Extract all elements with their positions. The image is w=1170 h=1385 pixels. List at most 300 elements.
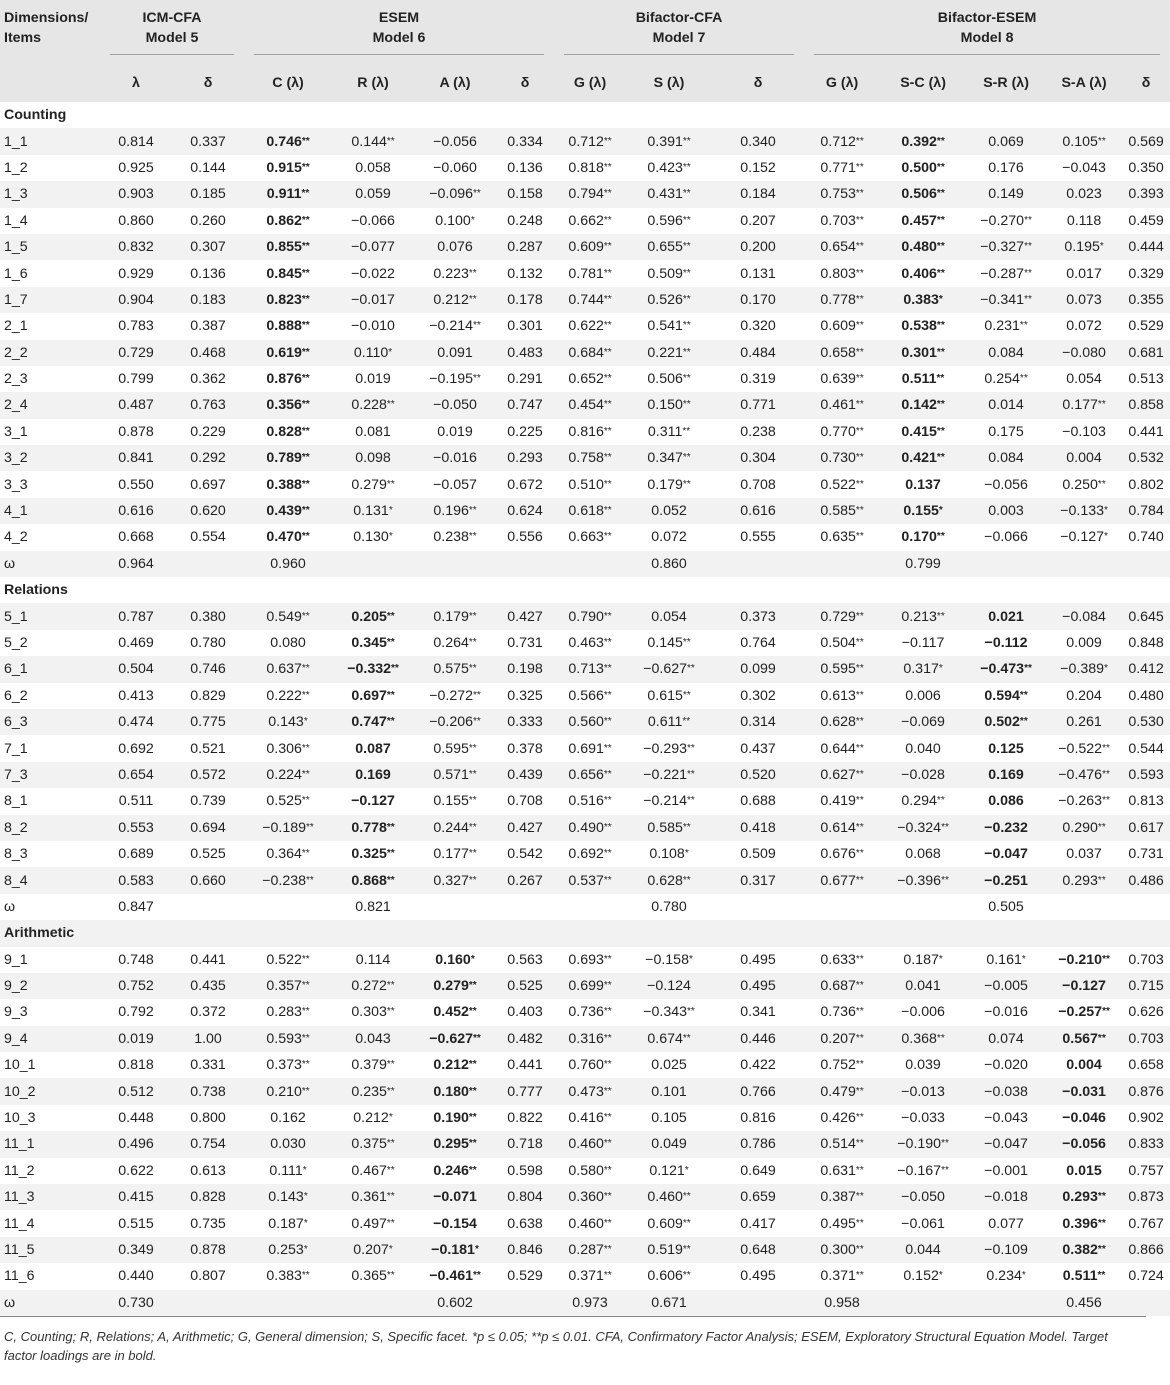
- header-subcolumn-row: [0, 64, 1170, 102]
- table-cell: 0.829: [172, 683, 244, 709]
- table-cell: −0.473**: [966, 656, 1046, 682]
- table-cell: −0.069: [880, 709, 966, 735]
- table-cell: 0.054: [626, 603, 712, 629]
- table-cell: 0.816**: [554, 419, 626, 445]
- table-cell: 0.566**: [554, 683, 626, 709]
- table-cell: 0.176: [966, 155, 1046, 181]
- table-cell: 0.375**: [332, 1131, 414, 1157]
- table-cell: 0.179**: [626, 471, 712, 497]
- table-cell: 0.482: [496, 1026, 554, 1052]
- table-cell: 0.234*: [966, 1263, 1046, 1289]
- table-cell: 0.177**: [1046, 392, 1122, 418]
- subheader-empty: [0, 64, 100, 102]
- omega-cell: [414, 551, 496, 577]
- table-cell: 0.383**: [244, 1263, 332, 1289]
- item-label: 6_2: [0, 683, 100, 709]
- table-cell: 0.130*: [332, 524, 414, 550]
- table-cell: 0.687**: [804, 973, 880, 999]
- table-cell: 0.569: [1122, 128, 1170, 154]
- table-footnote: C, Counting; R, Relations; A, Arithmetic; G, General dimension; S, Specific facet. *p ≤ 0.05; **p ≤ 0.01. CFA, Confirmatory Factor Analysis; ESEM, Exploratory Structural Equation Model. Target factor loadings are in bold.: [0, 1316, 1146, 1365]
- omega-cell: [880, 1290, 966, 1316]
- table-cell: 0.293**: [1046, 867, 1122, 893]
- table-cell: −0.324**: [880, 815, 966, 841]
- table-cell: −0.210**: [1046, 947, 1122, 973]
- table-cell: 0.611**: [626, 709, 712, 735]
- table-cell: 0.365**: [332, 1263, 414, 1289]
- table-row: [0, 340, 1170, 366]
- table-cell: 0.787: [100, 603, 172, 629]
- table-cell: 0.231**: [966, 313, 1046, 339]
- table-cell: −0.206**: [414, 709, 496, 735]
- table-row: [0, 999, 1170, 1025]
- table-cell: −0.033: [880, 1105, 966, 1131]
- table-cell: 0.143*: [244, 1184, 332, 1210]
- table-cell: 0.190**: [414, 1105, 496, 1131]
- table-cell: 0.841: [100, 445, 172, 471]
- table-cell: 0.076: [414, 234, 496, 260]
- omega-cell: 0.780: [626, 894, 712, 920]
- table-cell: 0.196**: [414, 498, 496, 524]
- section-row: [0, 920, 1170, 946]
- table-cell: 0.195*: [1046, 234, 1122, 260]
- table-cell: 0.502**: [966, 709, 1046, 735]
- table-cell: 0.619**: [244, 340, 332, 366]
- table-cell: 0.283**: [244, 999, 332, 1025]
- table-cell: −0.080: [1046, 340, 1122, 366]
- table-cell: 0.069: [966, 128, 1046, 154]
- item-label: 6_1: [0, 656, 100, 682]
- table-cell: 0.868**: [332, 867, 414, 893]
- table-cell: 0.771**: [804, 155, 880, 181]
- table-cell: 0.654**: [804, 234, 880, 260]
- table-cell: 0.572: [172, 762, 244, 788]
- table-cell: 0.132: [496, 260, 554, 286]
- table-cell: 0.752**: [804, 1052, 880, 1078]
- table-cell: −0.038: [966, 1078, 1046, 1104]
- table-row: [0, 524, 1170, 550]
- table-cell: 0.170: [712, 287, 804, 313]
- table-cell: 0.356**: [244, 392, 332, 418]
- table-cell: 0.649: [712, 1158, 804, 1184]
- table-cell: −0.190**: [880, 1131, 966, 1157]
- table-cell: 0.823**: [244, 287, 332, 313]
- table-cell: 0.392**: [880, 128, 966, 154]
- table-cell: −0.066: [332, 208, 414, 234]
- table-cell: 0.006: [880, 683, 966, 709]
- subheader: δ: [496, 64, 554, 102]
- item-label: 11_2: [0, 1158, 100, 1184]
- table-cell: 0.639**: [804, 366, 880, 392]
- table-cell: 0.862**: [244, 208, 332, 234]
- table-cell: 0.155*: [880, 498, 966, 524]
- table-cell: 0.300**: [804, 1237, 880, 1263]
- omega-cell: [554, 551, 626, 577]
- table-cell: 0.463**: [554, 630, 626, 656]
- table-cell: 0.030: [244, 1131, 332, 1157]
- subheader: λ: [100, 64, 172, 102]
- table-cell: 0.264**: [414, 630, 496, 656]
- table-cell: 0.738: [172, 1078, 244, 1104]
- table-cell: 0.620: [172, 498, 244, 524]
- omega-cell: [496, 894, 554, 920]
- table-row: [0, 419, 1170, 445]
- table-cell: 0.373**: [244, 1052, 332, 1078]
- item-label: 2_2: [0, 340, 100, 366]
- table-cell: 0.747: [496, 392, 554, 418]
- table-cell: 0.585**: [626, 815, 712, 841]
- table-cell: −0.017: [332, 287, 414, 313]
- table-cell: 0.855**: [244, 234, 332, 260]
- item-label: 2_3: [0, 366, 100, 392]
- table-cell: 0.357**: [244, 973, 332, 999]
- table-cell: 0.616: [100, 498, 172, 524]
- table-cell: 0.613: [172, 1158, 244, 1184]
- table-cell: 0.017: [1046, 260, 1122, 286]
- table-cell: 0.301**: [880, 340, 966, 366]
- table-cell: 0.652**: [554, 366, 626, 392]
- table-cell: 0.207*: [332, 1237, 414, 1263]
- table-cell: 0.541**: [626, 313, 712, 339]
- table-cell: 0.777: [496, 1078, 554, 1104]
- table-cell: 0.655**: [626, 234, 712, 260]
- subheader: S-A (λ): [1046, 64, 1122, 102]
- table-cell: −0.109: [966, 1237, 1046, 1263]
- table-cell: 0.279**: [332, 471, 414, 497]
- table-cell: 0.622: [100, 1158, 172, 1184]
- table-cell: −0.251: [966, 867, 1046, 893]
- table-cell: 0.529: [496, 1263, 554, 1289]
- table-cell: 0.731: [496, 630, 554, 656]
- table-cell: 0.204: [1046, 683, 1122, 709]
- table-cell: 0.713**: [554, 656, 626, 682]
- table-cell: −0.389*: [1046, 656, 1122, 682]
- table-cell: 0.703**: [804, 208, 880, 234]
- table-cell: 0.317*: [880, 656, 966, 682]
- table-cell: 0.059: [332, 181, 414, 207]
- table-row: [0, 234, 1170, 260]
- table-cell: 0.091: [414, 340, 496, 366]
- table-cell: 0.703: [1122, 1026, 1170, 1052]
- table-cell: 0.911**: [244, 181, 332, 207]
- table-cell: 0.334: [496, 128, 554, 154]
- table-cell: −0.127*: [1046, 524, 1122, 550]
- item-label: 9_1: [0, 947, 100, 973]
- table-cell: 0.023: [1046, 181, 1122, 207]
- table-cell: 0.184: [712, 181, 804, 207]
- table-cell: 0.747**: [332, 709, 414, 735]
- table-cell: 0.783: [100, 313, 172, 339]
- omega-cell: [496, 551, 554, 577]
- table-cell: 0.585**: [804, 498, 880, 524]
- table-cell: 0.327**: [414, 867, 496, 893]
- table-cell: 0.302: [712, 683, 804, 709]
- item-label: 6_3: [0, 709, 100, 735]
- table-cell: 0.624: [496, 498, 554, 524]
- table-cell: 0.553: [100, 815, 172, 841]
- omega-cell: 0.860: [626, 551, 712, 577]
- table-cell: 0.340: [712, 128, 804, 154]
- table-cell: 0.878: [172, 1237, 244, 1263]
- table-cell: 0.337: [172, 128, 244, 154]
- table-cell: 0.504: [100, 656, 172, 682]
- table-cell: 0.511: [100, 788, 172, 814]
- omega-cell: 0.958: [804, 1290, 880, 1316]
- table-cell: 0.514**: [804, 1131, 880, 1157]
- omega-cell: [172, 894, 244, 920]
- table-cell: 0.487: [100, 392, 172, 418]
- table-cell: 0.235**: [332, 1078, 414, 1104]
- table-cell: −0.238**: [244, 867, 332, 893]
- table-cell: −0.293**: [626, 735, 712, 761]
- table-cell: 0.691**: [554, 735, 626, 761]
- table-cell: 0.506**: [880, 181, 966, 207]
- table-cell: 0.427: [496, 815, 554, 841]
- table-cell: 0.752: [100, 973, 172, 999]
- table-cell: 0.118: [1046, 208, 1122, 234]
- table-cell: −0.189**: [244, 815, 332, 841]
- table-cell: 0.729: [100, 340, 172, 366]
- item-label: 10_3: [0, 1105, 100, 1131]
- table-cell: 0.799: [100, 366, 172, 392]
- table-cell: 0.025: [626, 1052, 712, 1078]
- table-cell: 0.355: [1122, 287, 1170, 313]
- table-cell: 0.628**: [626, 867, 712, 893]
- table-cell: 0.554: [172, 524, 244, 550]
- table-cell: 0.778**: [804, 287, 880, 313]
- table-cell: 0.658: [1122, 1052, 1170, 1078]
- table-cell: 0.712**: [804, 128, 880, 154]
- item-label: 8_1: [0, 788, 100, 814]
- table-cell: 0.383*: [880, 287, 966, 313]
- table-cell: 0.560**: [554, 709, 626, 735]
- table-row: [0, 1105, 1170, 1131]
- table-cell: 0.676**: [804, 841, 880, 867]
- table-cell: −0.031: [1046, 1078, 1122, 1104]
- table-cell: 0.446: [712, 1026, 804, 1052]
- table-cell: 0.571**: [414, 762, 496, 788]
- table-cell: 0.368**: [880, 1026, 966, 1052]
- omega-cell: 0.960: [244, 551, 332, 577]
- table-row: [0, 683, 1170, 709]
- omega-label: ω: [0, 1290, 100, 1316]
- table-cell: 0.158: [496, 181, 554, 207]
- table-cell: 0.149: [966, 181, 1046, 207]
- table-cell: 0.500**: [880, 155, 966, 181]
- table-cell: 0.364**: [244, 841, 332, 867]
- table-cell: 0.260: [172, 208, 244, 234]
- table-cell: 0.803**: [804, 260, 880, 286]
- table-cell: −0.077: [332, 234, 414, 260]
- table-cell: 0.440: [100, 1263, 172, 1289]
- omega-row: [0, 1290, 1170, 1316]
- item-label: 3_2: [0, 445, 100, 471]
- omega-row: [0, 551, 1170, 577]
- table-cell: 0.740: [1122, 524, 1170, 550]
- table-cell: 0.521: [172, 735, 244, 761]
- table-cell: 0.593: [1122, 762, 1170, 788]
- table-cell: 0.396**: [1046, 1210, 1122, 1236]
- omega-cell: 0.973: [554, 1290, 626, 1316]
- omega-cell: [966, 1290, 1046, 1316]
- table-row: [0, 603, 1170, 629]
- table-cell: 0.125: [966, 735, 1046, 761]
- table-cell: 0.479**: [804, 1078, 880, 1104]
- table-cell: −0.103: [1046, 419, 1122, 445]
- table-cell: −0.127: [332, 788, 414, 814]
- table-cell: 0.778**: [332, 815, 414, 841]
- table-cell: 0.594**: [966, 683, 1046, 709]
- table-cell: 0.015: [1046, 1158, 1122, 1184]
- item-label: 2_4: [0, 392, 100, 418]
- table-cell: 0.441: [172, 947, 244, 973]
- table-row: [0, 788, 1170, 814]
- table-row: [0, 392, 1170, 418]
- subheader: C (λ): [244, 64, 332, 102]
- table-cell: −0.343**: [626, 999, 712, 1025]
- table-cell: 0.175: [966, 419, 1046, 445]
- table-cell: 0.403: [496, 999, 554, 1025]
- table-cell: 0.563: [496, 947, 554, 973]
- table-cell: 0.003: [966, 498, 1046, 524]
- table-cell: −0.047: [966, 841, 1046, 867]
- table-cell: −0.010: [332, 313, 414, 339]
- table-cell: 0.349: [100, 1237, 172, 1263]
- table-cell: 0.304: [712, 445, 804, 471]
- table-cell: 0.293: [496, 445, 554, 471]
- table-cell: 0.360**: [554, 1184, 626, 1210]
- table-cell: 0.903: [100, 181, 172, 207]
- table-cell: 0.757: [1122, 1158, 1170, 1184]
- table-cell: 0.794**: [554, 181, 626, 207]
- table-cell: 0.615**: [626, 683, 712, 709]
- table-cell: 0.098: [332, 445, 414, 471]
- table-cell: −0.046: [1046, 1105, 1122, 1131]
- table-cell: 0.177**: [414, 841, 496, 867]
- table-cell: 0.460**: [626, 1184, 712, 1210]
- table-cell: 0.287**: [554, 1237, 626, 1263]
- table-cell: 0.254**: [966, 366, 1046, 392]
- omega-cell: [966, 551, 1046, 577]
- subheader: R (λ): [332, 64, 414, 102]
- table-cell: 0.212**: [414, 287, 496, 313]
- table-cell: 0.513: [1122, 366, 1170, 392]
- table-cell: −0.028: [880, 762, 966, 788]
- table-cell: 0.684**: [554, 340, 626, 366]
- table-cell: −0.022: [332, 260, 414, 286]
- table-cell: 0.538**: [880, 313, 966, 339]
- table-cell: −0.214**: [414, 313, 496, 339]
- table-cell: 0.437: [712, 735, 804, 761]
- table-cell: 0.136: [496, 155, 554, 181]
- table-row: [0, 260, 1170, 286]
- table-cell: −0.018: [966, 1184, 1046, 1210]
- table-cell: −0.232: [966, 815, 1046, 841]
- table-cell: 0.417: [712, 1210, 804, 1236]
- table-cell: 0.152: [712, 155, 804, 181]
- table-cell: 0.662**: [554, 208, 626, 234]
- table-cell: 0.111*: [244, 1158, 332, 1184]
- table-cell: 0.467**: [332, 1158, 414, 1184]
- table-cell: 0.058: [332, 155, 414, 181]
- item-label: 2_1: [0, 313, 100, 339]
- table-cell: −0.627**: [626, 656, 712, 682]
- subheader: G (λ): [804, 64, 880, 102]
- table-cell: 0.238**: [414, 524, 496, 550]
- subheader: A (λ): [414, 64, 496, 102]
- table-row: [0, 867, 1170, 893]
- table-cell: 0.362: [172, 366, 244, 392]
- table-cell: 0.303**: [332, 999, 414, 1025]
- table-cell: 0.413: [100, 683, 172, 709]
- table-cell: 0.609**: [804, 313, 880, 339]
- table-cell: −0.043: [1046, 155, 1122, 181]
- table-row: [0, 973, 1170, 999]
- table-cell: 0.253*: [244, 1237, 332, 1263]
- table-cell: 0.668: [100, 524, 172, 550]
- table-cell: 0.387**: [804, 1184, 880, 1210]
- table-cell: 0.598: [496, 1158, 554, 1184]
- table-cell: 0.155**: [414, 788, 496, 814]
- table-row: [0, 947, 1170, 973]
- table-cell: 0.004: [1046, 1052, 1122, 1078]
- table-cell: 0.480**: [880, 234, 966, 260]
- group-header-bifactor-esem: Bifactor-ESEM Model 8: [804, 0, 1170, 64]
- table-cell: −0.327**: [966, 234, 1046, 260]
- table-cell: 0.506**: [626, 366, 712, 392]
- table-cell: 0.229: [172, 419, 244, 445]
- table-cell: −0.043: [966, 1105, 1046, 1131]
- table-cell: 0.525**: [244, 788, 332, 814]
- table-cell: 0.329: [1122, 260, 1170, 286]
- table-cell: 0.419**: [804, 788, 880, 814]
- omega-cell: [880, 894, 966, 920]
- table-cell: 0.142**: [880, 392, 966, 418]
- table-cell: 0.627**: [804, 762, 880, 788]
- table-cell: 0.504**: [804, 630, 880, 656]
- table-row: [0, 313, 1170, 339]
- table-row: [0, 1078, 1170, 1104]
- omega-cell: [804, 551, 880, 577]
- omega-cell: [496, 1290, 554, 1316]
- table-cell: 0.470**: [244, 524, 332, 550]
- table-cell: 0.077: [966, 1210, 1046, 1236]
- table-cell: 0.279**: [414, 973, 496, 999]
- table-cell: −0.013: [880, 1078, 966, 1104]
- omega-cell: [1122, 551, 1170, 577]
- item-label: 4_1: [0, 498, 100, 524]
- table-cell: 0.846: [496, 1237, 554, 1263]
- table-cell: 0.052: [626, 498, 712, 524]
- omega-cell: [244, 894, 332, 920]
- table-cell: 0.550: [100, 471, 172, 497]
- omega-cell: [1046, 551, 1122, 577]
- table-cell: 0.294**: [880, 788, 966, 814]
- table-cell: 0.248: [496, 208, 554, 234]
- table-cell: 0.828: [172, 1184, 244, 1210]
- item-label: 11_3: [0, 1184, 100, 1210]
- table-cell: 0.325: [496, 683, 554, 709]
- omega-cell: [712, 551, 804, 577]
- table-cell: 0.525: [496, 973, 554, 999]
- table-cell: 0.744**: [554, 287, 626, 313]
- table-row: [0, 762, 1170, 788]
- table-row: [0, 445, 1170, 471]
- table-cell: 0.238: [712, 419, 804, 445]
- table-cell: 0.730**: [804, 445, 880, 471]
- table-cell: 0.739: [172, 788, 244, 814]
- table-cell: 0.659: [712, 1184, 804, 1210]
- table-cell: 0.595**: [414, 735, 496, 761]
